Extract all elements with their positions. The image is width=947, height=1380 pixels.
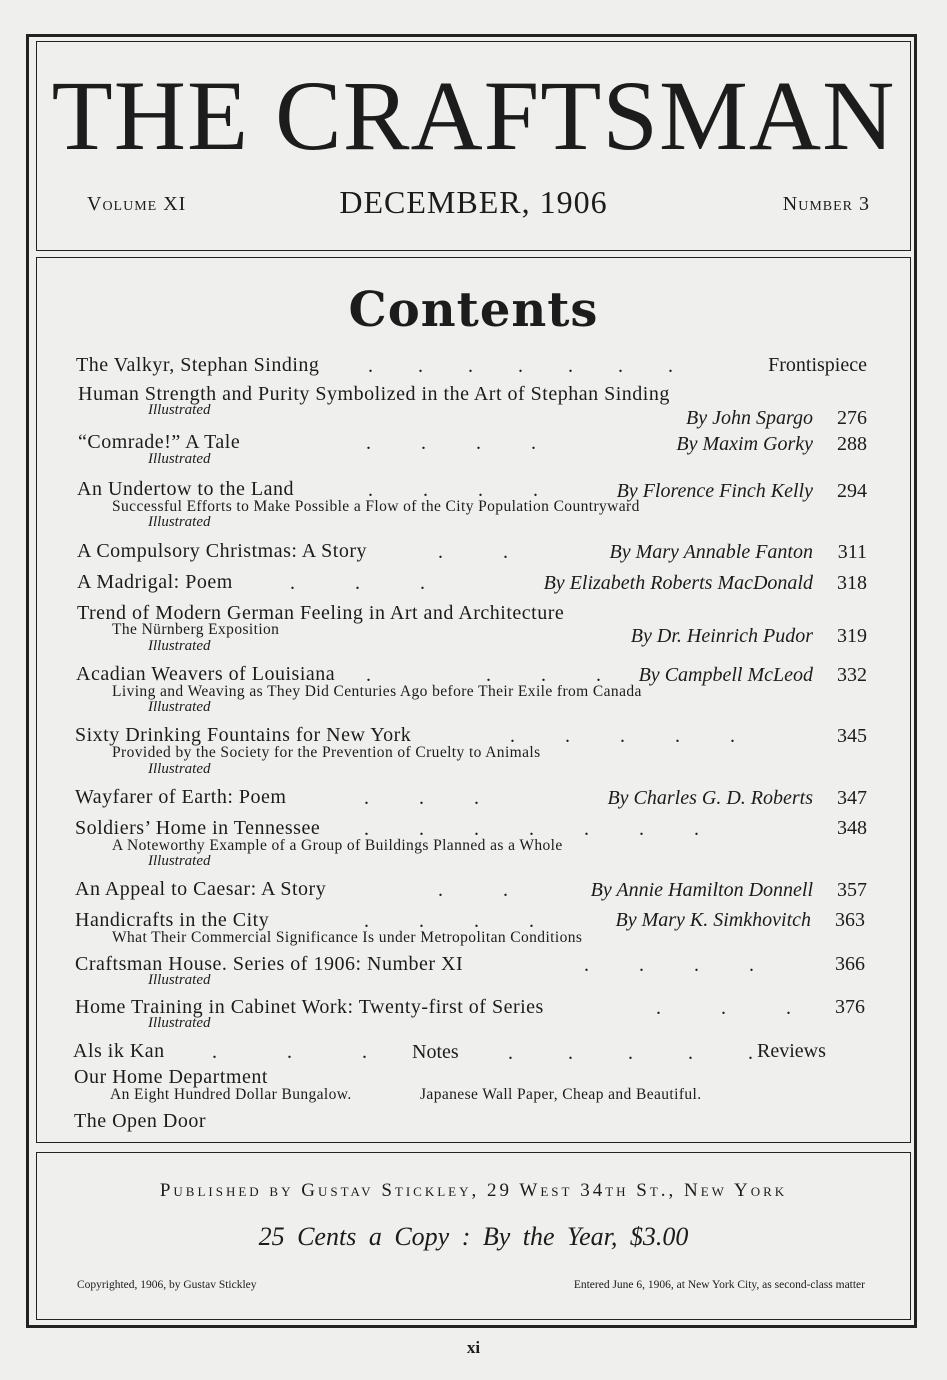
entry-note: Illustrated [148,514,211,530]
entry-title: The Valkyr, Stephan Sinding [76,354,320,376]
entry-page: 376 [835,996,865,1018]
entry-note: Illustrated [148,699,211,715]
leader-dots: . . . . [364,910,534,932]
entry-page: 319 [837,625,867,647]
home-dept-title: Our Home Department [74,1066,268,1088]
entry-byline: By Mary Annable Fanton [609,541,813,563]
entry-page: 348 [837,817,867,839]
publisher-line: Published by Gustav Stickley, 29 West 34th St., New York [159,1180,788,1201]
dept-reviews[interactable]: Reviews [757,1040,826,1062]
leader-dots: . . . [290,572,425,594]
leader-dots: . . . . [366,664,601,686]
entry-subtitle: Successful Efforts to Make Possible a Flow of the City Population Countryward [112,498,640,515]
entry-title: An Undertow to the Land [77,478,295,500]
entry-byline: By Annie Hamilton Donnell [590,879,813,901]
dept-als-ik-kan[interactable]: Als ik Kan [73,1040,165,1062]
leader-dots: . . [438,879,508,901]
entry-page: 294 [837,480,867,502]
entry-page: 357 [837,879,867,901]
home-dept-item: Japanese Wall Paper, Cheap and Beautiful. [420,1086,702,1103]
leader-dots: . . . . . [510,725,735,747]
entry-title: Human Strength and Purity Symbolized in the Art of Stephan Sinding [78,383,670,405]
price-line: 25 Cents a Copy : By the Year, $3.00 [258,1222,689,1251]
entry-title: Sixty Drinking Fountains for New York [75,724,412,746]
entry-note: Illustrated [148,761,211,777]
page-folio: xi [466,1338,481,1357]
entry-page: 332 [837,664,867,686]
entry-byline: By Campbell McLeod [638,664,813,686]
entry-notice: Entered June 6, 1906, at New York City, as second-class matter [573,1279,865,1291]
entry-note: Illustrated [148,853,211,869]
entry-note: Illustrated [148,972,211,988]
entry-page: 311 [837,541,867,563]
leader-dots: . . . . . . . [368,355,673,377]
entry-byline: By Mary K. Simkhovitch [615,909,811,931]
entry-note: Illustrated [148,638,211,654]
contents-heading: Contents [348,282,599,338]
home-dept-item: An Eight Hundred Dollar Bungalow. [110,1086,352,1103]
entry-byline: By John Spargo [685,407,813,429]
entry-note: Illustrated [148,402,211,418]
entry-subtitle: A Noteworthy Example of a Group of Buildings Planned as a Whole [112,837,563,854]
entry-page: 345 [837,725,867,747]
entry-page: 318 [837,572,867,594]
number-label: Number 3 [782,193,870,215]
leader-dots: . . . [212,1041,367,1063]
entry-title: Craftsman House. Series of 1906: Number XI [75,953,464,975]
masthead-title: THE CRAFTSMAN [51,60,896,171]
leader-dots: . . . [364,787,479,809]
leader-dots: . . . . [366,432,536,454]
entry-byline: By Charles G. D. Roberts [607,787,813,809]
entry-title: Trend of Modern German Feeling in Art and Architecture [77,602,565,624]
entry-page: 276 [837,407,867,429]
issue-date: DECEMBER, 1906 [339,184,608,220]
entry-subtitle: The Nürnberg Exposition [112,621,280,638]
leader-dots: . . . . . [508,1042,753,1064]
entry-note: Illustrated [148,451,211,467]
entry-page: Frontispiece [768,354,867,376]
entry-title: Soldiers’ Home in Tennessee [75,817,321,839]
entry-title: Handicrafts in the City [75,909,270,931]
entry-byline: By Elizabeth Roberts MacDonald [543,572,813,594]
entry-byline: By Dr. Heinrich Pudor [630,625,813,647]
entry-subtitle: What Their Commercial Significance Is under Metropolitan Conditions [112,929,583,946]
entry-title: Wayfarer of Earth: Poem [75,786,287,808]
entry-title: A Compulsory Christmas: A Story [77,540,367,562]
volume-label: Volume XI [87,193,187,215]
entry-byline: By Maxim Gorky [676,433,813,455]
copyright-notice: Copyrighted, 1906, by Gustav Stickley [77,1279,257,1291]
entry-title: An Appeal to Caesar: A Story [75,878,327,900]
leader-dots: . . . . [368,479,538,501]
entry-page: 347 [837,787,867,809]
entry-page: 366 [835,953,865,975]
entry-subtitle: Provided by the Society for the Prevention of Cruelty to Animals [112,744,541,761]
entry-page: 363 [835,909,865,931]
entry-byline: By Florence Finch Kelly [616,480,813,502]
dept-notes[interactable]: Notes [412,1041,459,1063]
leader-dots: . . [438,541,508,563]
entry-title: A Madrigal: Poem [77,571,233,593]
entry-subtitle: Living and Weaving as They Did Centuries Ago before Their Exile from Canada [112,683,642,700]
leader-dots: . . . . . . . [364,818,699,840]
entry-note: Illustrated [148,1015,211,1031]
leader-dots: . . . . [584,954,754,976]
open-door-title: The Open Door [74,1110,207,1132]
entry-page: 288 [837,433,867,455]
leader-dots: . . . [656,997,791,1019]
entry-title: Acadian Weavers of Louisiana [76,663,336,685]
entry-title: “Comrade!” A Tale [78,431,241,453]
entry-title: Home Training in Cabinet Work: Twenty-first of Series [75,996,544,1018]
